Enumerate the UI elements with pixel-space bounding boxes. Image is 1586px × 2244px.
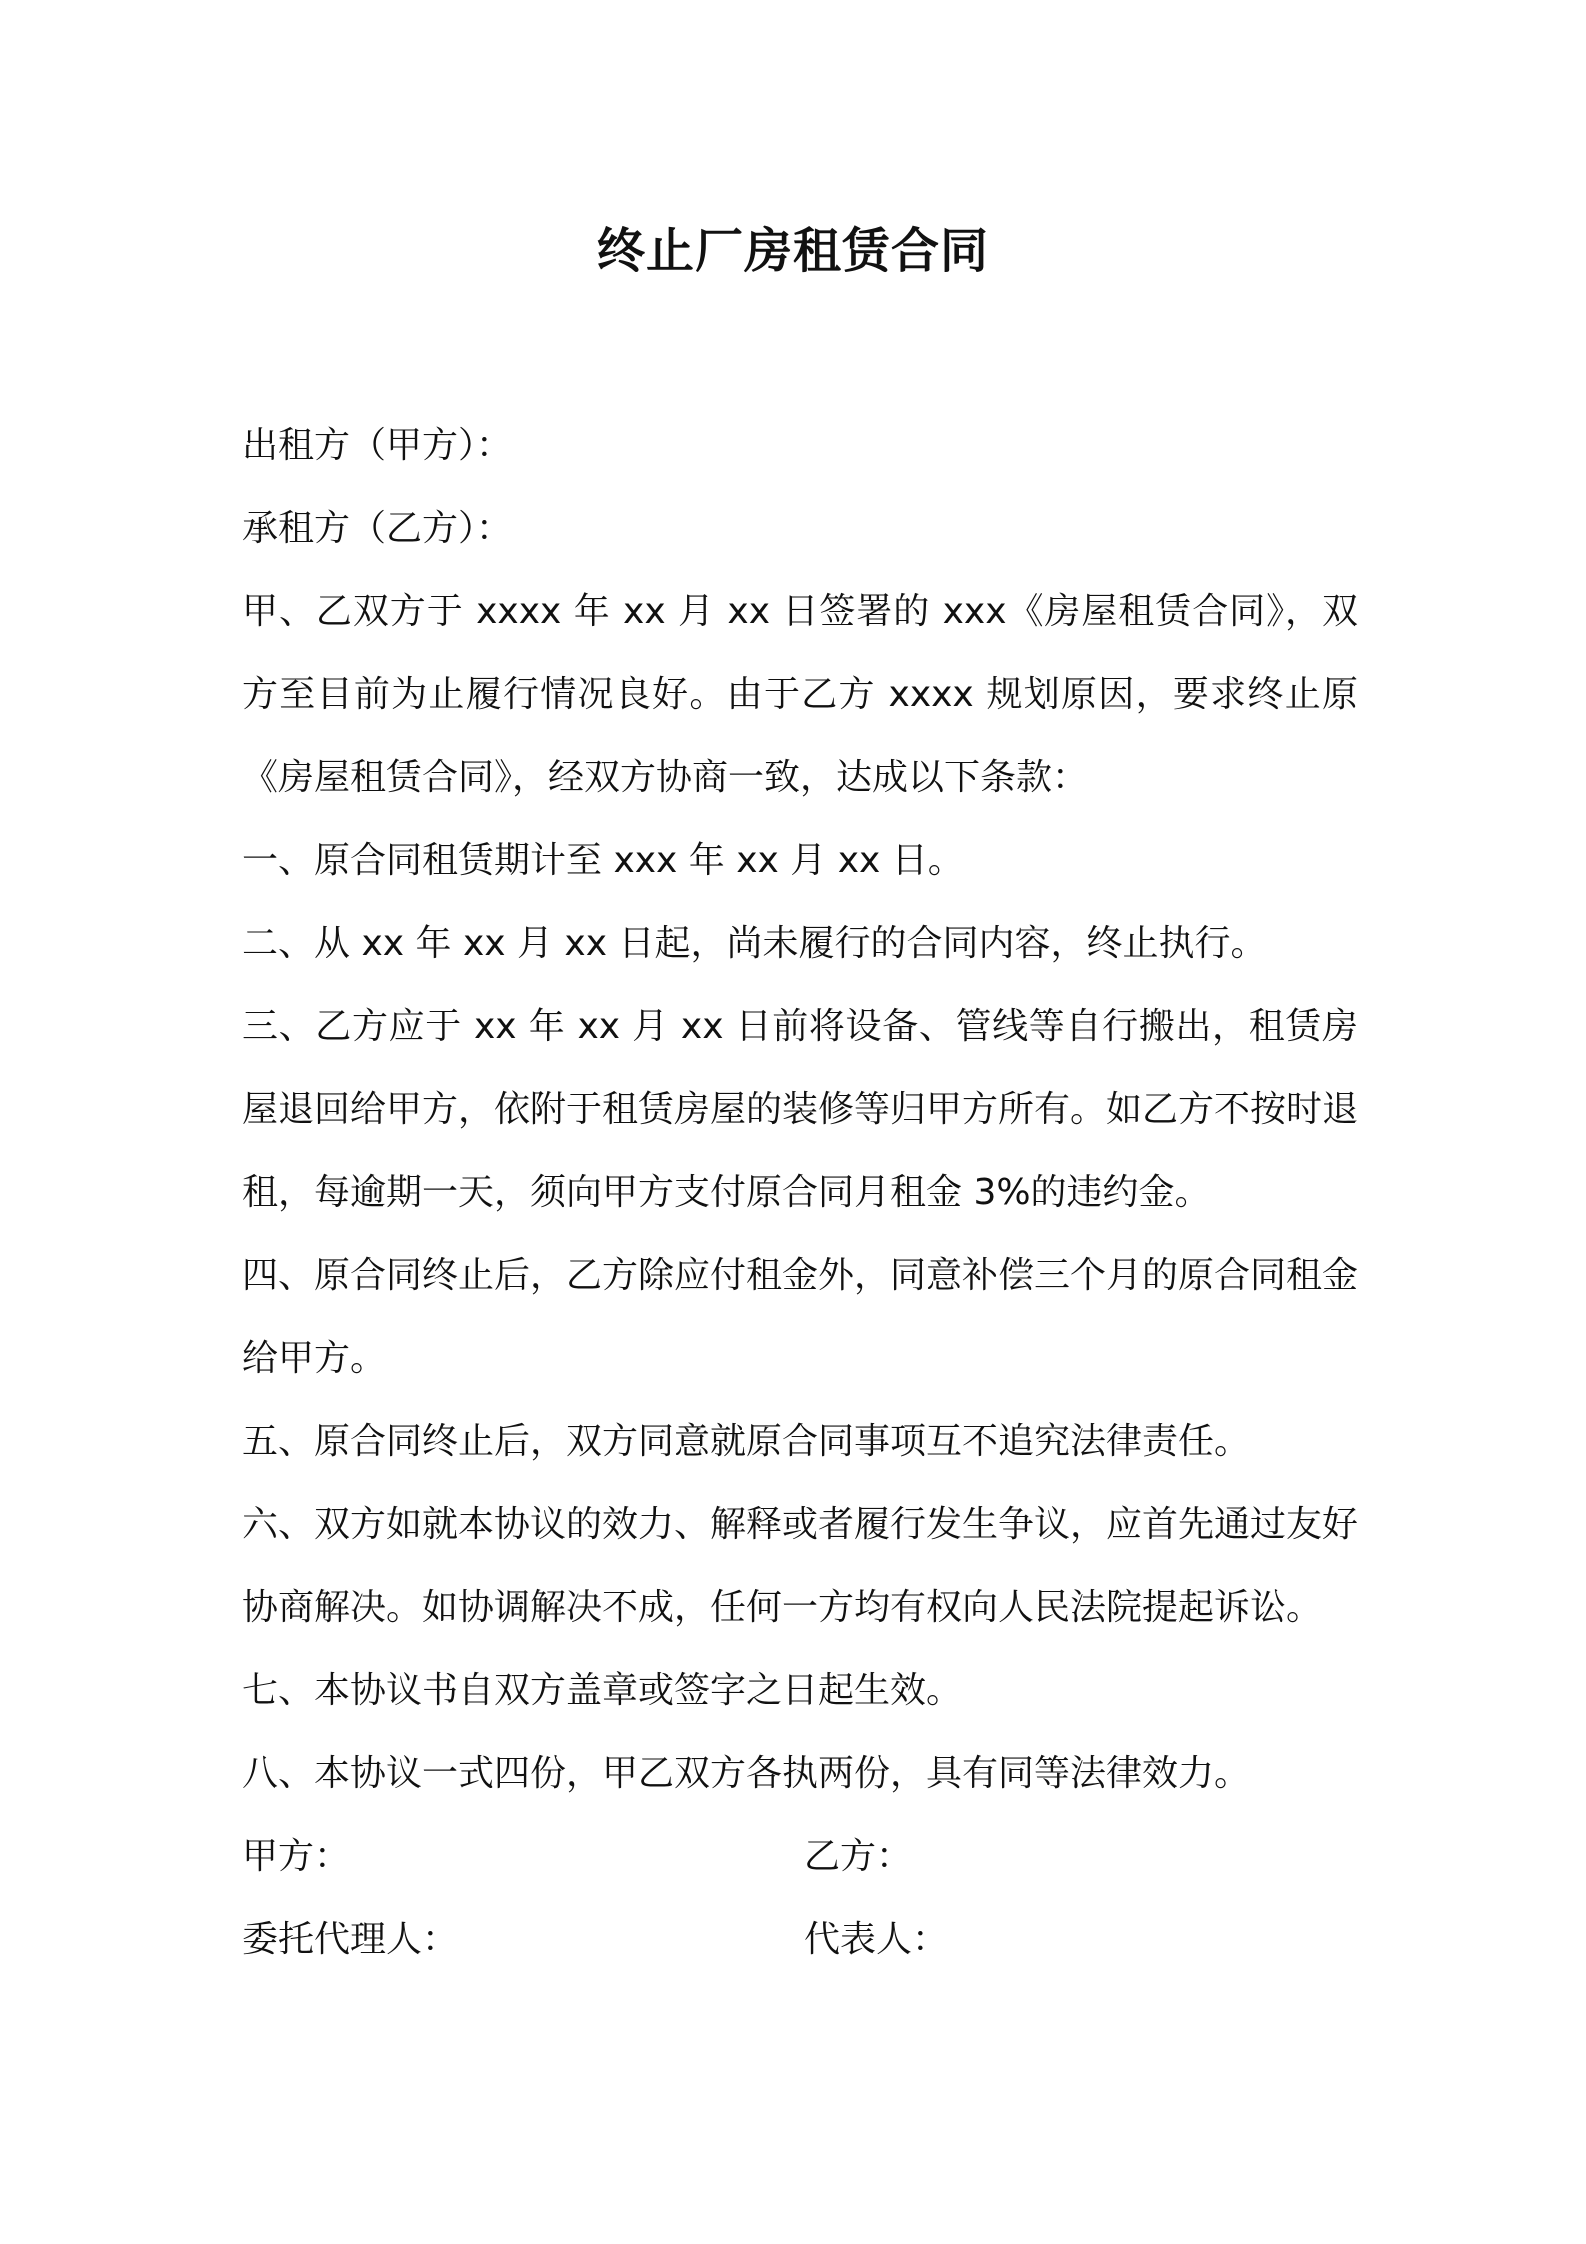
clause-5: 五、原合同终止后，双方同意就原合同事项互不追究法律责任。: [242, 1421, 1251, 1462]
lessor-line: 出租方（甲方）：: [242, 425, 513, 466]
party-a-signature-label: 甲方：: [242, 1836, 351, 1877]
clause-1: 一、原合同租赁期计至 xxx 年 xx 月 xx 日。: [242, 840, 964, 881]
document-title: 终止厂房租赁合同: [596, 223, 989, 279]
party-b-signature-label: 乙方：: [804, 1836, 913, 1877]
clause-2: 二、从 xx 年 xx 月 xx 日起，尚未履行的合同内容，终止执行。: [242, 923, 1267, 964]
clause-8: 八、本协议一式四份，甲乙双方各执两份，具有同等法律效力。: [242, 1753, 1251, 1794]
agent-signature-label: 委托代理人：: [242, 1919, 459, 1960]
document-body: [242, 404, 1358, 1981]
clause-6: 六、双方如就本协议的效力、解释或者履行发生争议，应首先通过友好协商解决。如协调解决不成，任何一方均有权向人民法院提起诉讼。: [242, 1504, 1359, 1628]
representative-signature-label: 代表人：: [804, 1919, 949, 1960]
clause-3: 三、乙方应于 xx 年 xx 月 xx 日前将设备、管线等自行搬出，租赁房屋退回给甲方，依附于租赁房屋的装修等归甲方所有。如乙方不按时退租，每逾期一天，须向甲方支付原合同月租金 3%的违约金。: [242, 1006, 1359, 1213]
signature-row-agents: [242, 1898, 1358, 1981]
clause-7: 七、本协议书自双方盖章或签字之日起生效。: [242, 1670, 963, 1711]
signature-row-parties: [242, 1815, 1358, 1898]
preamble-paragraph: 甲、乙双方于 xxxx 年 xx 月 xx 日签署的 xxx《房屋租赁合同》，双方至目前为止履行情况良好。由于乙方 xxxx 规划原因，要求终止原《房屋租赁合同》，经双方协商一致，达成以下条款：: [242, 591, 1358, 798]
lessee-line: 承租方（乙方）：: [242, 508, 513, 549]
clause-4: 四、原合同终止后，乙方除应付租金外，同意补偿三个月的原合同租金给甲方。: [242, 1255, 1359, 1379]
